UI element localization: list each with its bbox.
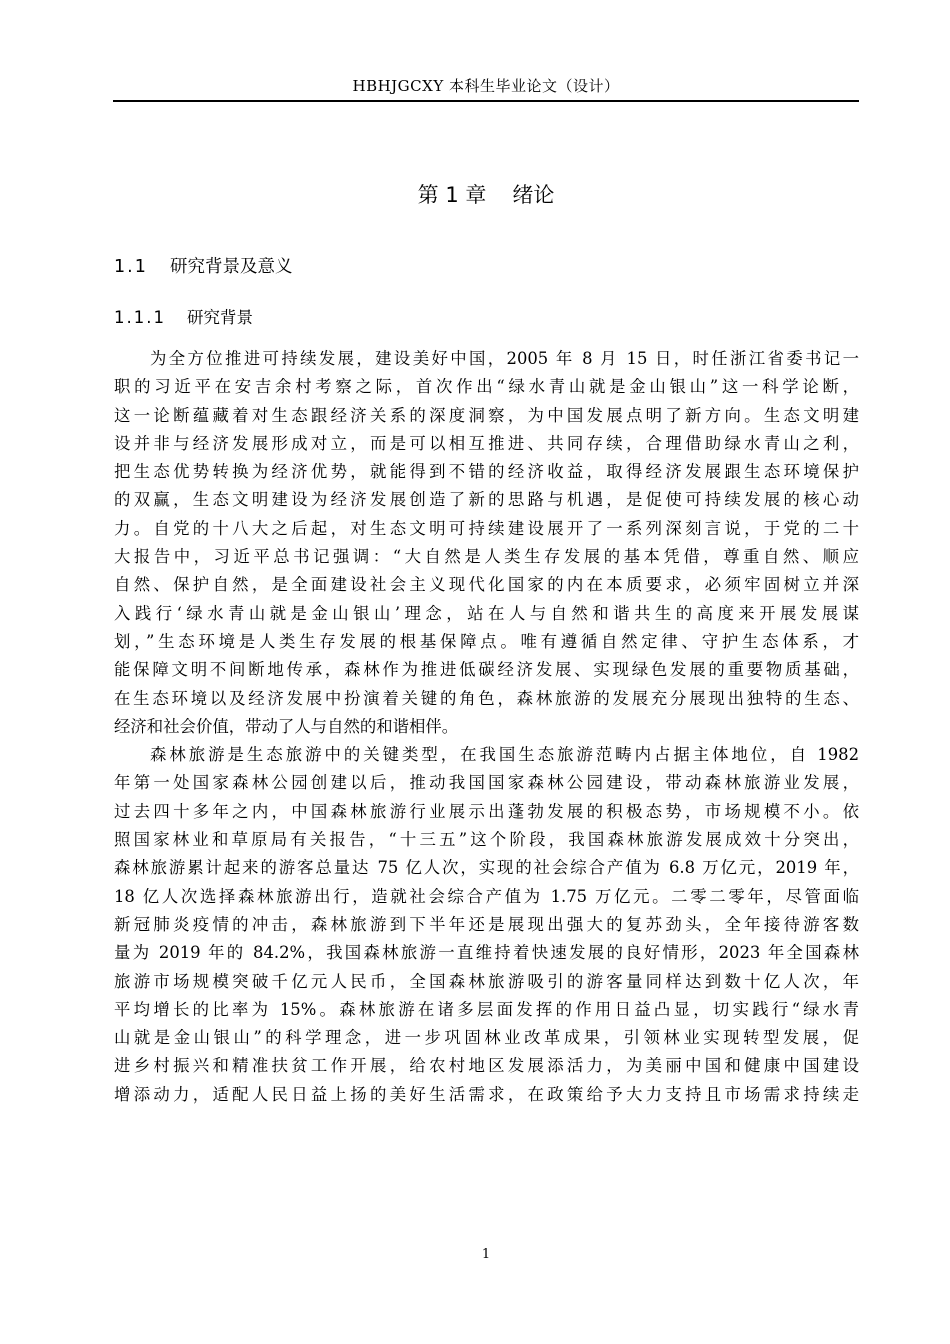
text-line: 入践行‘绿水青山就是金山银山’理念，站在人与自然和谐共生的高度来开展发展谋: [114, 603, 859, 623]
text-line: 增添动力，适配人民日益上扬的美好生活需求，在政策给予大力支持且市场需求持续走: [114, 1084, 859, 1104]
subsection-number: 1.1.1: [114, 308, 166, 327]
text-line: 自然、保护自然，是全面建设社会主义现代化国家的内在本质要求，必须牢固树立并深: [114, 575, 859, 595]
text-line: 平均增长的比率为 15%。森林旅游在诸多层面发挥的作用日益凸显，切实践行“绿水青: [114, 999, 859, 1019]
text-line: 山就是金山银山”的科学理念，进一步巩固林业改革成果，引领林业实现转型发展，促: [114, 1028, 859, 1048]
text-line: 18 亿人次选择森林旅游出行，造就社会综合产值为 1.75 万亿元。二零二零年，尽管面临: [114, 886, 859, 906]
text-line: 在生态环境以及经济发展中扮演着关键的角色，森林旅游的发展充分展现出独特的生态、: [114, 688, 859, 708]
section-number: 1.1: [114, 257, 148, 277]
text-line: 划，”生态环境是人类生存发展的根基保障点。唯有遵循自然定律、守护生态体系，才: [114, 631, 859, 651]
text-line: 设并非与经济发展形成对立，而是可以相互推进、共同存续，合理借助绿水青山之利，: [114, 433, 859, 453]
text-line: 把生态优势转换为经济优势，就能得到不错的经济收益，取得经济发展跟生态环境保护: [114, 462, 859, 482]
chapter-name: 绪论: [512, 183, 555, 207]
text-line: 进乡村振兴和精准扶贫工作开展，给农村地区发展添活力，为美丽中国和健康中国建设: [114, 1056, 859, 1076]
text-line: 森林旅游累计起来的游客总量达 75 亿人次，实现的社会综合产值为 6.8 万亿元，2019 年，: [114, 858, 859, 878]
chapter-number: 第 1 章: [417, 183, 487, 207]
text-line: 大报告中，习近平总书记强调：“大自然是人类生存发展的基本凭借，尊重自然、顺应: [114, 547, 859, 567]
page-number: 1: [481, 1247, 491, 1262]
running-header: HBHJGCXY 本科生毕业论文（设计）: [352, 77, 620, 95]
text-line: 量为 2019 年的 84.2%，我国森林旅游一直维持着快速发展的良好情形，2023 年全国森林: [114, 943, 859, 963]
subsection-heading: [114, 305, 253, 331]
text-line: 年第一处国家森林公园创建以后，推动我国国家森林公园建设，带动森林旅游业发展，: [114, 773, 859, 793]
paragraph-2: [114, 741, 859, 1109]
text-line: 经济和社会价值，带动了人与自然的和谐相伴。: [114, 716, 459, 736]
text-line: 这一论断蕴藏着对生态跟经济关系的深度洞察，为中国发展点明了新方向。生态文明建: [114, 405, 859, 425]
text-line: 新冠肺炎疫情的冲击，森林旅游到下半年还是展现出强大的复苏劲头，全年接待游客数: [114, 914, 859, 934]
text-line: 森林旅游是生态旅游中的关键类型，在我国生态旅游范畴内占据主体地位，自 1982: [150, 745, 859, 765]
text-line: 过去四十多年之内，中国森林旅游行业展示出蓬勃发展的积极态势，市场规模不小。依: [114, 801, 859, 821]
section-title: 研究背景及意义: [170, 257, 293, 277]
text-line: 力。自党的十八大之后起，对生态文明可持续建设展开了一系列深刻言说，于党的二十: [114, 518, 859, 538]
text-line: 能保障文明不间断地传承，森林作为推进低碳经济发展、实现绿色发展的重要物质基础，: [114, 660, 859, 680]
paragraph-1: [114, 345, 859, 741]
chapter-title: [113, 180, 859, 210]
section-heading: [114, 254, 293, 280]
subsection-title: 研究背景: [187, 308, 253, 327]
text-line: 照国家林业和草原局有关报告，“十三五”这个阶段，我国森林旅游发展成效十分突出，: [114, 830, 859, 850]
text-line: 职的习近平在安吉余村考察之际，首次作出“绿水青山就是金山银山”这一科学论断，: [114, 377, 859, 397]
text-line: 旅游市场规模突破千亿元人民币，全国森林旅游吸引的游客量同样达到数十亿人次，年: [114, 971, 859, 991]
text-line: 的双赢，生态文明建设为经济发展创造了新的思路与机遇，是促使可持续发展的核心动: [114, 490, 859, 510]
header-rule: [113, 100, 859, 102]
text-line: 为全方位推进可持续发展，建设美好中国，2005 年 8 月 15 日，时任浙江省委书记一: [150, 349, 859, 368]
body-text: [114, 345, 859, 1109]
